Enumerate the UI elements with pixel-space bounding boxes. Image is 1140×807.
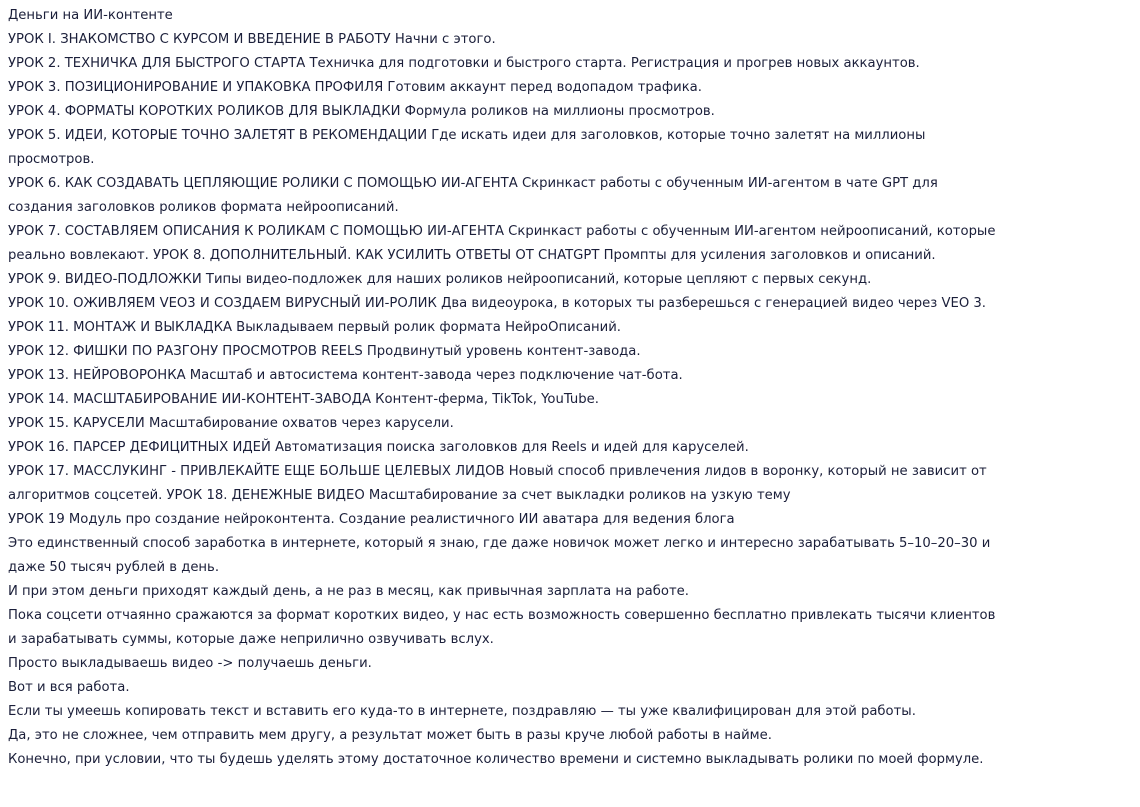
lesson-2: УРОК 2. ТЕХНИЧКА ДЛЯ БЫСТРОГО СТАРТА Техничка для подготовки и быстрого старта. Регистрация и прогрев новых аккаунтов. xyxy=(8,56,920,71)
lesson-7-8: УРОК 7. СОСТАВЛЯЕМ ОПИСАНИЯ К РОЛИКАМ С ПОМОЩЬЮ ИИ-АГЕНТА Скринкаст работы с обученным ИИ-агентом нейроописаний, которые реально вовлекают. УРОК 8. ДОПОЛНИТЕЛЬНЫЙ. КАК УСИЛИТЬ ОТВЕТЫ ОТ CHATGPT Промпты для усиления заголовков и описаний. xyxy=(8,224,996,263)
body-paragraph-work: Вот и вся работа. xyxy=(8,680,130,695)
lesson-16: УРОК 16. ПАРСЕР ДЕФИЦИТНЫХ ИДЕЙ Автоматизация поиска заголовков для Reels и идей для каруселей. xyxy=(8,440,749,455)
lesson-3: УРОК 3. ПОЗИЦИОНИРОВАНИЕ И УПАКОВКА ПРОФИЛЯ Готовим аккаунт перед водопадом трафика. xyxy=(8,80,702,95)
lesson-13: УРОК 13. НЕЙРОВОРОНКА Масштаб и автосистема контент-завода через подключение чат-бота. xyxy=(8,368,683,383)
lesson-1: УРОК I. ЗНАКОМСТВО С КУРСОМ И ВВЕДЕНИЕ В РАБОТУ Начни с этого. xyxy=(8,32,496,47)
lesson-14: УРОК 14. МАСШТАБИРОВАНИЕ ИИ-КОНТЕНТ-ЗАВОДА Контент-ферма, TikTok, YouTube. xyxy=(8,392,599,407)
lesson-17-18: УРОК 17. МАССЛУКИНГ - ПРИВЛЕКАЙТЕ ЕЩЕ БОЛЬШЕ ЦЕЛЕВЫХ ЛИДОВ Новый способ привлечения лидов в воронку, который не зависит от алгоритмов соцсетей. УРОК 18. ДЕНЕЖНЫЕ ВИДЕО Масштабирование за счет выкладки роликов на узкую тему xyxy=(8,464,987,503)
lesson-4: УРОК 4. ФОРМАТЫ КОРОТКИХ РОЛИКОВ ДЛЯ ВЫКЛАДКИ Формула роликов на миллионы просмотров. xyxy=(8,104,715,119)
lesson-9: УРОК 9. ВИДЕО-ПОДЛОЖКИ Типы видео-подложек для наших роликов нейроописаний, которые цепляют с первых секунд. xyxy=(8,272,872,287)
lesson-11: УРОК 11. МОНТАЖ И ВЫКЛАДКА Выкладываем первый ролик формата НейроОписаний. xyxy=(8,320,621,335)
body-paragraph-condition: Конечно, при условии, что ты будешь уделять этому достаточное количество времени и системно выкладывать ролики по моей формуле. xyxy=(8,752,984,767)
document-title: Деньги на ИИ-контенте xyxy=(8,8,173,23)
body-paragraph-simple: Просто выкладываешь видео -> получаешь деньги. xyxy=(8,656,372,671)
body-paragraph-daily: И при этом деньги приходят каждый день, а не раз в месяц, как привычная зарплата на работе. xyxy=(8,584,689,599)
body-paragraph-copy: Если ты умеешь копировать текст и вставить его куда-то в интернете, поздравляю — ты уже квалифицирован для этой работы. xyxy=(8,704,916,719)
body-paragraph-meme: Да, это не сложнее, чем отправить мем другу, а результат может быть в разы круче любой работы в найме. xyxy=(8,728,772,743)
lesson-15: УРОК 15. КАРУСЕЛИ Масштабирование охватов через карусели. xyxy=(8,416,454,431)
lesson-19: УРОК 19 Модуль про создание нейроконтента. Создание реалистичного ИИ аватара для ведения блога xyxy=(8,512,735,527)
lesson-12: УРОК 12. ФИШКИ ПО РАЗГОНУ ПРОСМОТРОВ REELS Продвинутый уровень контент-завода. xyxy=(8,344,641,359)
document-body xyxy=(8,4,998,772)
body-paragraph-social: Пока соцсети отчаянно сражаются за формат коротких видео, у нас есть возможность совершенно бесплатно привлекать тысячи клиентов и зарабатывать суммы, которые даже неприлично озвучивать вслух. xyxy=(8,608,996,647)
lesson-5: УРОК 5. ИДЕИ, КОТОРЫЕ ТОЧНО ЗАЛЕТЯТ В РЕКОМЕНДАЦИИ Где искать идеи для заголовков, которые точно залетят на миллионы просмотров. xyxy=(8,128,926,167)
lesson-6: УРОК 6. КАК СОЗДАВАТЬ ЦЕПЛЯЮЩИЕ РОЛИКИ С ПОМОЩЬЮ ИИ-АГЕНТА Скринкаст работы с обученным ИИ-агентом в чате GPT для создания заголовков роликов формата нейроописаний. xyxy=(8,176,938,215)
body-paragraph-earnings: Это единственный способ заработка в интернете, который я знаю, где даже новичок может легко и интересно зарабатывать 5–10–20–30 и даже 50 тысяч рублей в день. xyxy=(8,536,991,575)
lesson-10: УРОК 10. ОЖИВЛЯЕМ VEO3 И СОЗДАЕМ ВИРУСНЫЙ ИИ-РОЛИК Два видеоурока, в которых ты разберешься с генерацией видео через VEO 3. xyxy=(8,296,986,311)
